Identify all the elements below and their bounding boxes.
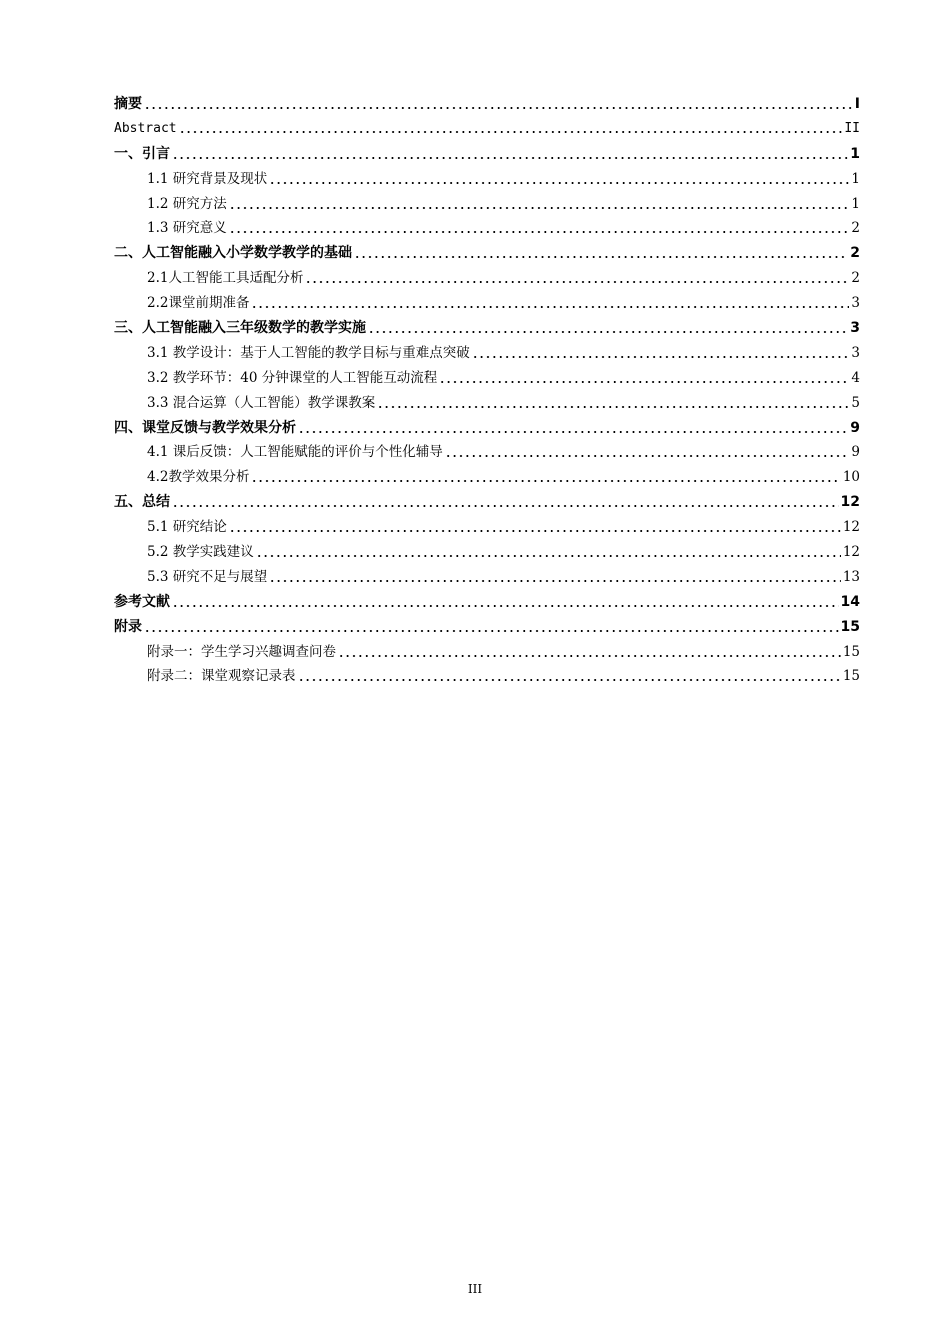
toc-entry-title: 附录	[114, 618, 142, 635]
toc-entry-abstract-cn[interactable]	[114, 92, 860, 117]
toc-entry-page: 10	[842, 469, 860, 486]
toc-dot-leader	[229, 220, 850, 234]
toc-entry-section-5-2[interactable]	[114, 540, 860, 565]
toc-entry-section-5-1[interactable]	[114, 515, 860, 540]
toc-entry-title: 2.1人工智能工具适配分析	[147, 270, 304, 287]
toc-dot-leader	[338, 644, 841, 658]
toc-dot-leader	[377, 395, 849, 409]
toc-entry-page: 5	[851, 394, 860, 411]
toc-entry-page: 12	[842, 519, 860, 536]
toc-entry-title: 5.3 研究不足与展望	[147, 568, 268, 585]
toc-entry-appendix[interactable]	[114, 615, 860, 640]
toc-dot-leader	[354, 245, 848, 259]
toc-entry-title: 一、引言	[114, 145, 170, 162]
toc-entry-title: 五、总结	[114, 494, 170, 511]
table-of-contents	[114, 92, 860, 689]
toc-dot-leader	[172, 146, 848, 160]
toc-entry-page: 1	[851, 195, 860, 212]
toc-entry-page: 1	[851, 170, 860, 187]
toc-entry-abstract-en[interactable]	[114, 117, 860, 142]
toc-entry-page: I	[854, 96, 860, 112]
toc-entry-title: 3.1 教学设计：基于人工智能的教学目标与重难点突破	[147, 344, 470, 361]
toc-dot-leader	[172, 494, 839, 508]
toc-dot-leader	[229, 196, 850, 210]
toc-entry-title: 摘要	[114, 96, 142, 112]
toc-entry-page: 15	[842, 668, 860, 685]
toc-dot-leader	[269, 569, 841, 583]
toc-dot-leader	[179, 120, 843, 134]
toc-entry-title: 附录一：学生学习兴趣调查问卷	[147, 643, 336, 660]
toc-entry-title: 1.3 研究意义	[147, 220, 227, 237]
toc-dot-leader	[472, 345, 850, 359]
toc-entry-page: 3	[851, 344, 860, 361]
toc-entry-section-4-1[interactable]	[114, 440, 860, 465]
toc-dot-leader	[251, 295, 849, 309]
toc-dot-leader	[298, 420, 848, 434]
toc-entry-page: 1	[850, 145, 860, 162]
toc-dot-leader	[251, 469, 840, 483]
toc-entry-title: 5.2 教学实践建议	[147, 544, 254, 561]
toc-entry-chapter-1[interactable]	[114, 142, 860, 167]
toc-dot-leader	[172, 594, 839, 608]
toc-entry-title: 3.3 混合运算（人工智能）教学课教案	[147, 394, 376, 411]
toc-entry-section-5-3[interactable]	[114, 565, 860, 590]
page-number: III	[467, 1282, 483, 1296]
toc-entry-section-3-2[interactable]	[114, 366, 860, 391]
toc-dot-leader	[256, 544, 841, 558]
toc-entry-page: 2	[851, 270, 860, 287]
toc-entry-references[interactable]	[114, 590, 860, 615]
toc-entry-title: Abstract	[114, 120, 177, 136]
toc-entry-chapter-4[interactable]	[114, 416, 860, 441]
toc-entry-section-2-2[interactable]	[114, 291, 860, 316]
toc-entry-section-3-3[interactable]	[114, 391, 860, 416]
toc-entry-page: 3	[850, 320, 860, 337]
toc-entry-page: II	[844, 120, 860, 136]
toc-entry-title: 附录二：课堂观察记录表	[147, 668, 296, 685]
toc-entry-page: 2	[851, 220, 860, 237]
toc-entry-page: 15	[842, 643, 860, 660]
toc-entry-page: 9	[850, 419, 860, 436]
toc-entry-section-2-1[interactable]	[114, 266, 860, 291]
toc-entry-appendix-1[interactable]	[114, 640, 860, 665]
toc-entry-page: 14	[840, 593, 860, 610]
toc-entry-chapter-2[interactable]	[114, 241, 860, 266]
toc-entry-chapter-5[interactable]	[114, 490, 860, 515]
toc-entry-title: 二、人工智能融入小学数学教学的基础	[114, 245, 352, 262]
toc-entry-title: 三、人工智能融入三年级数学的教学实施	[114, 320, 366, 337]
toc-entry-title: 四、课堂反馈与教学效果分析	[114, 419, 296, 436]
toc-entry-page: 12	[840, 494, 860, 511]
toc-entry-page: 12	[842, 544, 860, 561]
toc-dot-leader	[439, 370, 849, 384]
toc-dot-leader	[305, 270, 849, 284]
toc-entry-title: 5.1 研究结论	[147, 519, 227, 536]
toc-entry-page: 2	[850, 245, 860, 262]
toc-entry-section-4-2[interactable]	[114, 465, 860, 490]
toc-entry-title: 4.2教学效果分析	[147, 469, 250, 486]
toc-entry-page: 9	[851, 444, 860, 461]
toc-dot-leader	[368, 320, 848, 334]
toc-entry-page: 4	[851, 369, 860, 386]
toc-entry-page: 3	[851, 295, 860, 312]
toc-dot-leader	[298, 668, 841, 682]
toc-entry-section-1-1[interactable]	[114, 167, 860, 192]
toc-entry-title: 3.2 教学环节：40 分钟课堂的人工智能互动流程	[147, 369, 438, 386]
toc-entry-title: 参考文献	[114, 593, 170, 610]
toc-dot-leader	[144, 96, 853, 110]
toc-entry-appendix-2[interactable]	[114, 664, 860, 689]
toc-entry-section-3-1[interactable]	[114, 341, 860, 366]
toc-dot-leader	[229, 519, 841, 533]
toc-entry-section-1-3[interactable]	[114, 216, 860, 241]
toc-dot-leader	[269, 171, 849, 185]
toc-entry-title: 2.2课堂前期准备	[147, 295, 250, 312]
toc-entry-section-1-2[interactable]	[114, 192, 860, 217]
toc-dot-leader	[144, 619, 839, 633]
toc-entry-title: 1.2 研究方法	[147, 195, 227, 212]
toc-entry-title: 1.1 研究背景及现状	[147, 170, 268, 187]
toc-entry-page: 15	[840, 618, 860, 635]
toc-entry-chapter-3[interactable]	[114, 316, 860, 341]
toc-dot-leader	[445, 444, 850, 458]
toc-entry-title: 4.1 课后反馈：人工智能赋能的评价与个性化辅导	[147, 444, 443, 461]
toc-entry-page: 13	[842, 568, 860, 585]
